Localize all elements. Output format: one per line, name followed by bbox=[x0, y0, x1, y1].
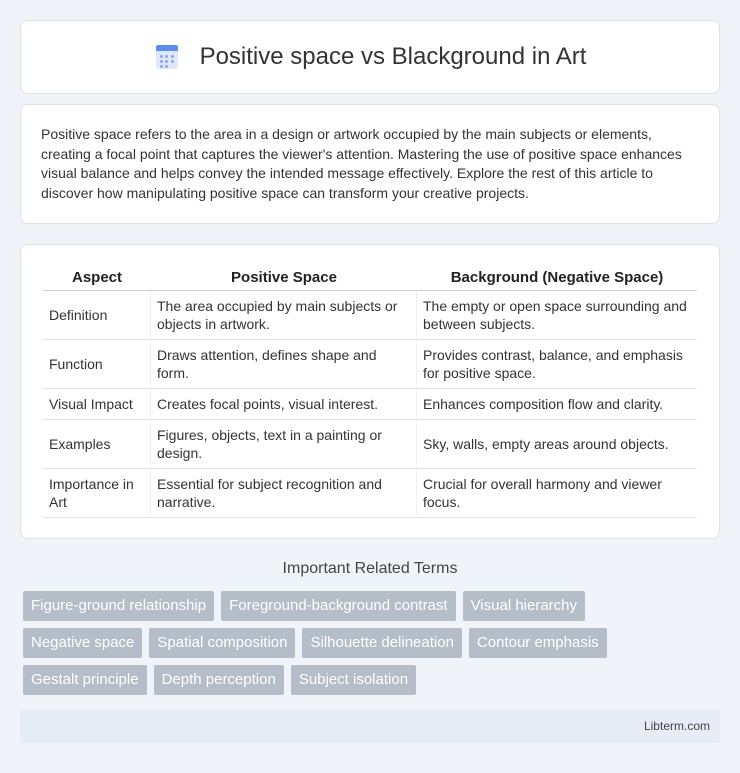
related-terms-list bbox=[23, 591, 723, 702]
table-row bbox=[43, 420, 697, 469]
page-title: Positive space vs Blackground in Art bbox=[199, 43, 587, 70]
intro-paragraph: Positive space refers to the area in a design or artwork occupied by the main subjects or elements, creating a focal point that captures the viewer's attention. Mastering the use of positive space enhances visual balance and helps convey the intended message effectively. Explore the rest of this article to discover how manipulating positive space can transform your creative projects. bbox=[41, 126, 682, 201]
table-cell: Function bbox=[43, 340, 151, 389]
related-term-tag[interactable]: Silhouette delineation bbox=[302, 628, 461, 658]
column-header-aspect: Aspect bbox=[43, 265, 151, 291]
table-row bbox=[43, 291, 697, 340]
table-cell: The empty or open space surrounding and between subjects. bbox=[417, 291, 697, 340]
table-cell: Importance in Art bbox=[43, 469, 151, 518]
comparison-table-card bbox=[20, 244, 720, 539]
table-cell: Definition bbox=[43, 291, 151, 340]
related-term-tag[interactable]: Spatial composition bbox=[149, 628, 295, 658]
related-term-tag[interactable]: Negative space bbox=[23, 628, 142, 658]
related-term-tag[interactable]: Visual hierarchy bbox=[463, 591, 585, 621]
related-term-tag[interactable]: Depth perception bbox=[154, 665, 284, 695]
table-cell: The area occupied by main subjects or objects in artwork. bbox=[151, 291, 417, 340]
table-cell: Creates focal points, visual interest. bbox=[151, 389, 417, 420]
table-cell: Sky, walls, empty areas around objects. bbox=[417, 420, 697, 469]
table-cell: Figures, objects, text in a painting or design. bbox=[151, 420, 417, 469]
table-cell: Crucial for overall harmony and viewer focus. bbox=[417, 469, 697, 518]
comparison-table bbox=[43, 265, 697, 518]
table-cell: Examples bbox=[43, 420, 151, 469]
related-terms-heading: Important Related Terms bbox=[282, 560, 458, 577]
related-term-tag[interactable]: Subject isolation bbox=[291, 665, 416, 695]
table-cell: Essential for subject recognition and narrative. bbox=[151, 469, 417, 518]
table-cell: Enhances composition flow and clarity. bbox=[417, 389, 697, 420]
column-header-background: Background (Negative Space) bbox=[417, 265, 697, 291]
related-term-tag[interactable]: Foreground-background contrast bbox=[221, 591, 455, 621]
table-header-row bbox=[43, 265, 697, 291]
related-term-tag[interactable]: Gestalt principle bbox=[23, 665, 147, 695]
table-row bbox=[43, 340, 697, 389]
table-cell: Provides contrast, balance, and emphasis for positive space. bbox=[417, 340, 697, 389]
calendar-grid-icon bbox=[154, 44, 180, 70]
table-row bbox=[43, 469, 697, 518]
related-term-tag[interactable]: Contour emphasis bbox=[469, 628, 607, 658]
title-card bbox=[20, 20, 720, 94]
footer-site-link[interactable]: Libterm.com bbox=[643, 719, 710, 733]
related-term-tag[interactable]: Figure-ground relationship bbox=[23, 591, 214, 621]
table-row bbox=[43, 389, 697, 420]
footer-bar bbox=[20, 710, 720, 743]
table-cell: Visual Impact bbox=[43, 389, 151, 420]
intro-card bbox=[20, 104, 720, 224]
column-header-positive-space: Positive Space bbox=[151, 265, 417, 291]
table-cell: Draws attention, defines shape and form. bbox=[151, 340, 417, 389]
